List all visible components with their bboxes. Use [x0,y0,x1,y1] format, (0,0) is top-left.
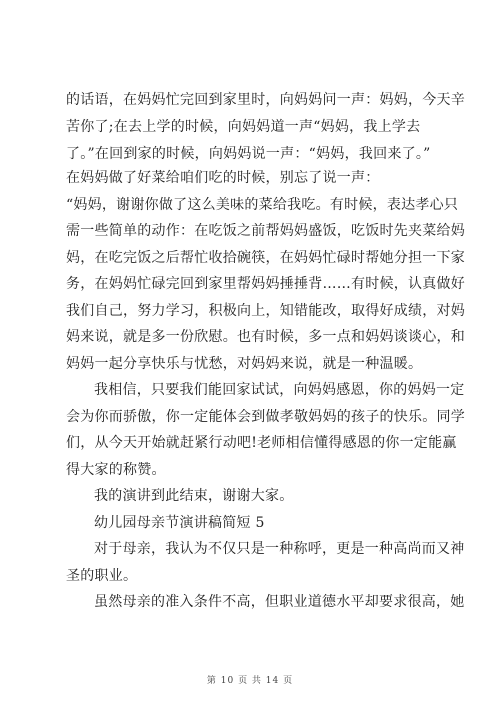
text-line: 需一些简单的动作：在吃饭之前帮妈妈盛饭，吃饭时先夹菜给妈 [66,223,465,239]
text-line: 妈妈一起分享快乐与忧愁，对妈妈来说，就是一种温暖。 [66,356,423,372]
text-line: 我的演讲到此结束，谢谢大家。 [94,488,294,504]
text-line: 务，在妈妈忙碌完回到家里帮妈妈捶捶背……有时候，认真做好 [66,276,465,292]
text-line: 了。”在回到家的时候，向妈妈说一声：“妈妈，我回来了。” [66,146,431,162]
text-line: 们，从今天开始就赶紧行动吧!老师相信懂得感恩的你一定能赢 [66,435,457,451]
text-line: 虽然母亲的准入条件不高，但职业道德水平却要求很高，她 [94,594,465,610]
text-line: 对于母亲，我认为不仅只是一种称呼，更是一种高尚而又神 [94,541,465,557]
text-line: 苦你了;在去上学的时候，向妈妈道一声“妈妈，我上学去 [66,119,421,135]
text-line: 的话语，在妈妈忙完回到家里时，向妈妈问一声：妈妈，今天辛 [66,92,465,108]
text-line: 妈，在吃完饭之后帮忙收拾碗筷，在妈妈忙碌时帮她分担一下家 [66,250,465,266]
text-line: 我相信，只要我们能回家试试，向妈妈感恩，你的妈妈一定 [94,382,465,398]
text-line: 在妈妈做了好菜给咱们吃的时候，别忘了说一声： [66,170,380,186]
text-line: “妈妈，谢谢你做了这么美味的菜给我吃。有时候，表达孝心只 [66,197,459,213]
page-number-footer: 第 10 页 共 14 页 [206,676,294,686]
text-line: 得大家的称赞。 [66,462,166,478]
text-line: 妈来说，就是多一份欣慰。也有时候，多一点和妈妈谈谈心，和 [66,329,465,345]
text-line: 会为你而骄傲，你一定能体会到做孝敬妈妈的孩子的快乐。同学 [66,409,465,425]
text-line: 圣的职业。 [66,568,138,584]
text-line: 我们自己，努力学习，积极向上，知错能改，取得好成绩，对妈 [66,303,465,319]
section-heading: 幼儿园母亲节演讲稿简短 5 [94,515,265,531]
